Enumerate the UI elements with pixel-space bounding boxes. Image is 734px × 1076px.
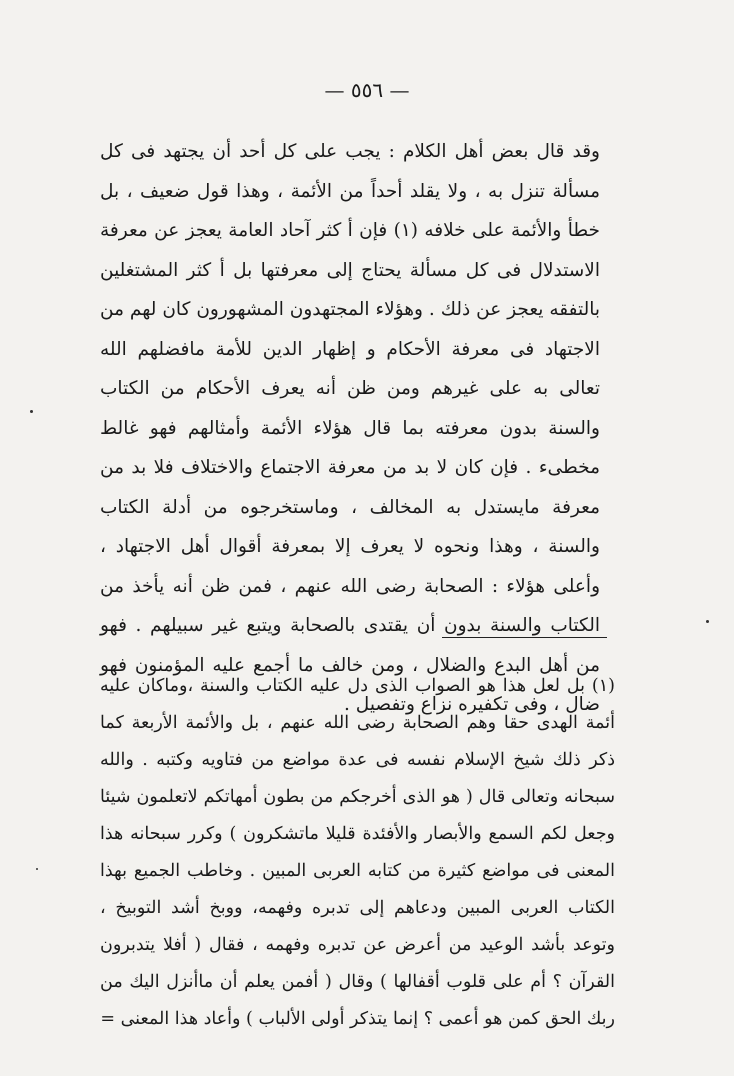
scan-speck	[30, 410, 33, 413]
footnote	[100, 668, 615, 1038]
main-body-text	[100, 132, 600, 725]
scan-speck	[706, 620, 709, 623]
footnote-paragraph: (١) بل لعل هذا هو الصواب الذى دل عليه الكتاب والسنة ،وماكان عليه أئمة الهدى حقا وهم الصحابة رضى الله عنهم ، بل والأئمة الأربعة كما ذكر ذلك شيخ الإسلام نفسه فى عدة مواضع من فتاويه وكتبه . والله سبحانه وتعالى قال ( هو الذى أخرجكم من بطون أمهاتكم لاتعلمون شيئا وجعل لكم السمع والأبصار والأفئدة قليلا ماتشكرون ) وكرر سبحانه هذا المعنى فى مواضع كثيرة من كتابه العربى المبين . وخاطب الجميع بهذا الكتاب العربى المبين ودعاهم إلى تدبره وفهمه، ووبخ أشد التوبيخ ، وتوعد بأشد الوعيد من أعرض عن تدبره وفهمه ، فقال ( أفلا يتدبرون القرآن ؟ أم على قلوب أقفالها ) وقال ( أفمن يعلم أن ماأنزل اليك من ربك الحق كمن هو أعمى ؟ إنما يتذكر أولى الألباب ) وأعاد هذا المعنى =	[100, 676, 615, 1029]
page-number: — ٥٥٦ —	[324, 78, 410, 102]
main-paragraph: وقد قال بعض أهل الكلام : يجب على كل أحد أن يجتهد فى كل مسألة تنزل به ، ولا يقلد أحداً من الأئمة ، وهذا قول ضعيف ، بل خطأ والأئمة على خلافه (١) فإن أ كثر آحاد العامة يعجز عن معرفة الاستدلال فى كل مسألة يحتاج إلى معرفتها بل أ كثر المشتغلين بالتفقه يعجز عن ذلك . وهؤلاء المجتهدون المشهورون كان لهم من الاجتهاد فى معرفة الأحكام و إظهار الدين للأمة مافضلهم الله تعالى به على غيرهم ومن ظن أنه يعرف الأحكام من الكتاب والسنة بدون معرفته بما قال هؤلاء الأئمة وأمثالهم فهو غالط مخطىء . فإن كان لا بد من معرفة الاجتماع والاختلاف فلا بد من معرفة مايستدل به المخالف ، وماستخرجوه من أدلة الكتاب والسنة ، وهذا ونحوه لا يعرف إلا بمعرفة أقوال أهل الاجتهاد ، وأعلى هؤلاء : الصحابة رضى الله عنهم ، فمن ظن أنه يأخذ من الكتاب والسنة بدون أن يقتدى بالصحابة ويتبع غير سبيلهم . فهو من أهل البدع والضلال ، ومن خالف ما أجمع عليه المؤمنون فهو ضال ، وفى تكفيره نزاع وتفصيل .	[100, 141, 600, 715]
scan-speck	[36, 868, 38, 870]
footnote-separator	[442, 637, 607, 638]
